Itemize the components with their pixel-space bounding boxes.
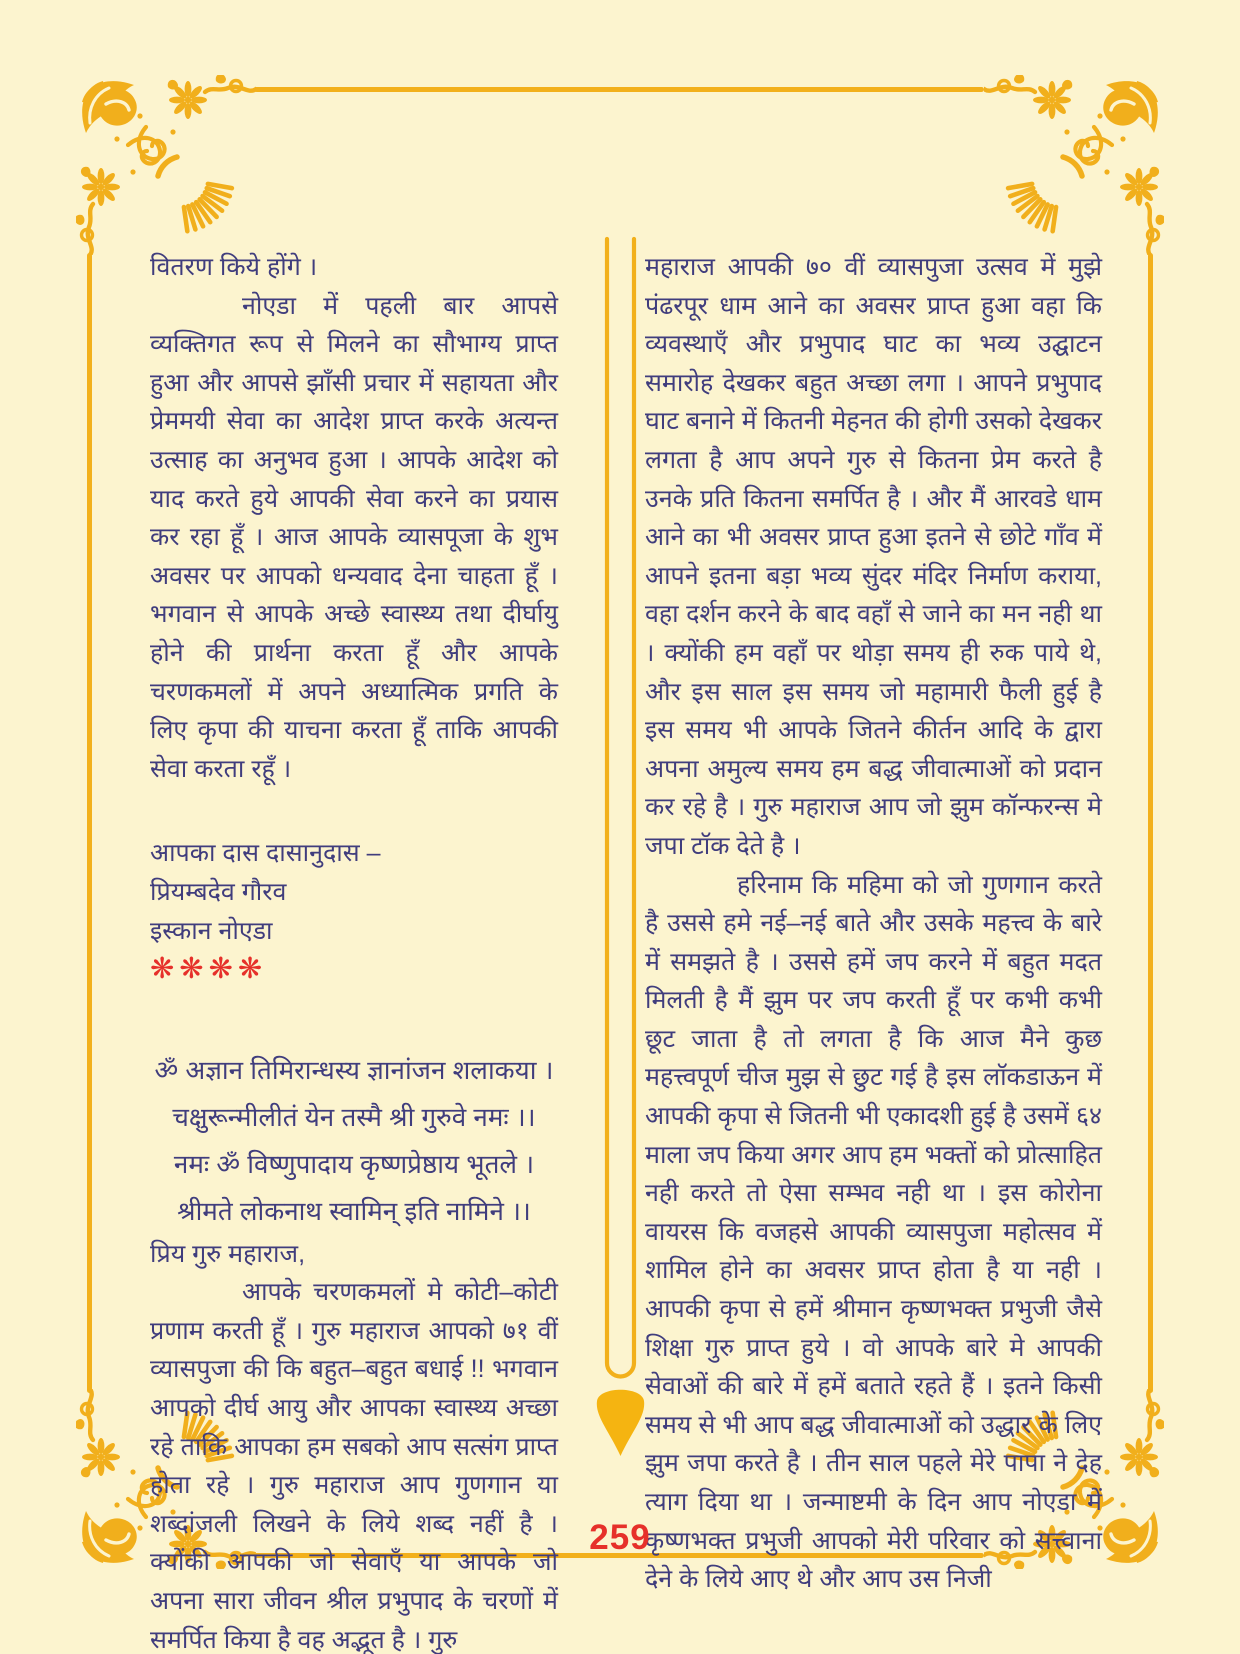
signature-line-2: प्रियम्बदेव गौरव xyxy=(150,877,287,906)
closing-line: वितरण किये होंगे । xyxy=(150,253,318,281)
corner-ornament-top-right xyxy=(984,75,1164,255)
border-line-top xyxy=(254,87,984,92)
corner-ornament-top-left xyxy=(76,75,256,255)
left-column xyxy=(150,248,558,1654)
paragraph-offering-1: नोएडा में पहली बार आपसे व्यक्तिगत रूप से मिलने का सौभाग्य प्राप्त हुआ और आपसे झाँसी प्रचार में सहायता और प्रेममयी सेवा का आदेश प्राप्त करके अत्यन्त उत्साह का अनुभव हुआ । आपके आदेश को याद करते हुये आपकी सेवा करने का प्रयास कर रहा हूँ । आज आपके व्यासपूजा के शुभ अवसर पर आपको धन्यवाद देना चाहता हूँ । भगवान से आपके अच्छे स्वास्थ्य तथा दीर्घायु होने की प्रार्थना करता हूँ और आपके चरणकमलों में अपने अध्यात्मिक प्रगति के लिए कृपा की याचना करता हूँ ताकि आपकी सेवा करता रहूँ । xyxy=(150,291,558,783)
verse-line-1: ॐ अज्ञान तिमिरान्धस्य ज्ञानांजन शलाकया । xyxy=(154,1054,554,1085)
border-line-right xyxy=(1148,253,1153,1393)
signature-line-3: इस्कान नोएडा xyxy=(150,916,273,945)
border-line-left xyxy=(87,253,92,1393)
paragraph-continuation: महाराज आपकी ७० वीं व्यासपुजा उत्सव में मुझे पंढरपूर धाम आने का अवसर प्राप्त हुआ वहा कि व्यवस्थाएँ और प्रभुपाद घाट का भव्य उद्घाटन समारोह देखकर बहुत अच्छा लगा । आपने प्रभुपाद घाट बनाने में कितनी मेहनत की होगी उसको देखकर लगता है आप अपने गुरु से कितना प्रेम करते है उनके प्रति कितना समर्पित है । और मैं आरवडे धाम आने का भी अवसर प्राप्त हुआ इतने से छोटे गाँव में आपने इतना बड़ा भव्य सुंदर मंदिर निर्माण कराया, वहा दर्शन करने के बाद वहाँ से जाने का मन नही था । क्योंकी हम वहाँ पर थोड़ा समय ही रुक पाये थे, और इस साल इस समय जो महामारी फैली हुई है इस समय भी आपके जितने कीर्तन आदि के द्वारा अपना अमुल्य समय हम बद्ध जीवात्माओं को प्रदान कर रहे है । गुरु महाराज आप जो झुम कॉन्फरन्स मे जपा टॉक देते है । xyxy=(645,253,1102,860)
paragraph-harinam: हरिनाम कि महिमा को जो गुणगान करते है उससे हमे नई–नई बाते और उसके महत्त्व के बारे में समझते है । उससे हमें जप करने में बहुत मदत मिलती है मैं झुम पर जप करती हूँ पर कभी कभी छूट जाता है तो लगता है कि आज मैने कुछ महत्त्वपूर्ण चीज मुझ से छुट गई है इस लॉकडाऊन में आपकी कृपा से जितनी भी एकादशी हुई है उसमें ६४ माला जप किया अगर आप हम भक्तों को प्रोत्साहित नही करते तो ऐसा सम्भव नही था । इस कोरोना वायरस कि वजहसे आपकी व्यासपुजा महोत्सव में शामिल होने का अवसर प्राप्त होता है या नही । आपकी कृपा से हमें श्रीमान कृष्णभक्त प्रभुजी जैसे शिक्षा गुरु प्राप्त हुये । वो आपके बारे मे आपकी सेवाओं की बारे में हमें बताते रहते हैं । इतने किसी समय से भी आप बद्ध जीवात्माओं को उद्धार के लिए झुम जपा करते है । तीन साल पहले मेरे पापा ने देह त्याग दिया था । जन्माष्टमी के दिन आप नोएडा में कृष्णभक्त प्रभुजी आपको मेरी परिवार को सत्त्वाना देने के लिये आए थे और आप उस निजी xyxy=(645,870,1102,1594)
salutation: प्रिय गुरु महाराज, xyxy=(150,1239,306,1268)
paragraph-offering-2: आपके चरणकमलों मे कोटी–कोटी प्रणाम करती हूँ । गुरु महाराज आपको ७१ वीं व्यासपुजा की कि बहुत–बहुत बधाई !! भगवान आपको दीर्घ आयु और आपका स्वास्थ्य अच्छा रहे ताकि आपका हम सबको आप सत्संग प्राप्त होता रहे । गुरु महाराज आप गुणगान या शब्दांजली लिखने के लिये शब्द नहीं है । क्योंकी आपकी जो सेवाएँ या आपके जो अपना सारा जीवन श्रील प्रभुपाद के चरणों में समर्पित किया है वह अद्भूत है । गुरु xyxy=(150,1278,558,1654)
signature-block xyxy=(150,834,558,950)
page-number: 259 xyxy=(589,1518,651,1557)
signature-line-1: आपका दास दासानुदास – xyxy=(150,839,381,868)
column-divider-ornament xyxy=(588,235,652,1460)
star-separator: ❋❋❋❋ xyxy=(150,953,268,986)
verse-line-2: चक्षुरून्मीलीतं येन तस्मै श्री गुरुवे नमः ।। xyxy=(172,1101,536,1132)
sanskrit-verse xyxy=(150,1047,558,1235)
verse-line-3: नमः ॐ विष्णुपादाय कृष्णप्रेष्ठाय भूतले । xyxy=(173,1148,535,1179)
verse-line-4: श्रीमते लोकनाथ स्वामिन् इति नामिने ।। xyxy=(177,1195,531,1226)
right-column xyxy=(645,248,1102,1599)
